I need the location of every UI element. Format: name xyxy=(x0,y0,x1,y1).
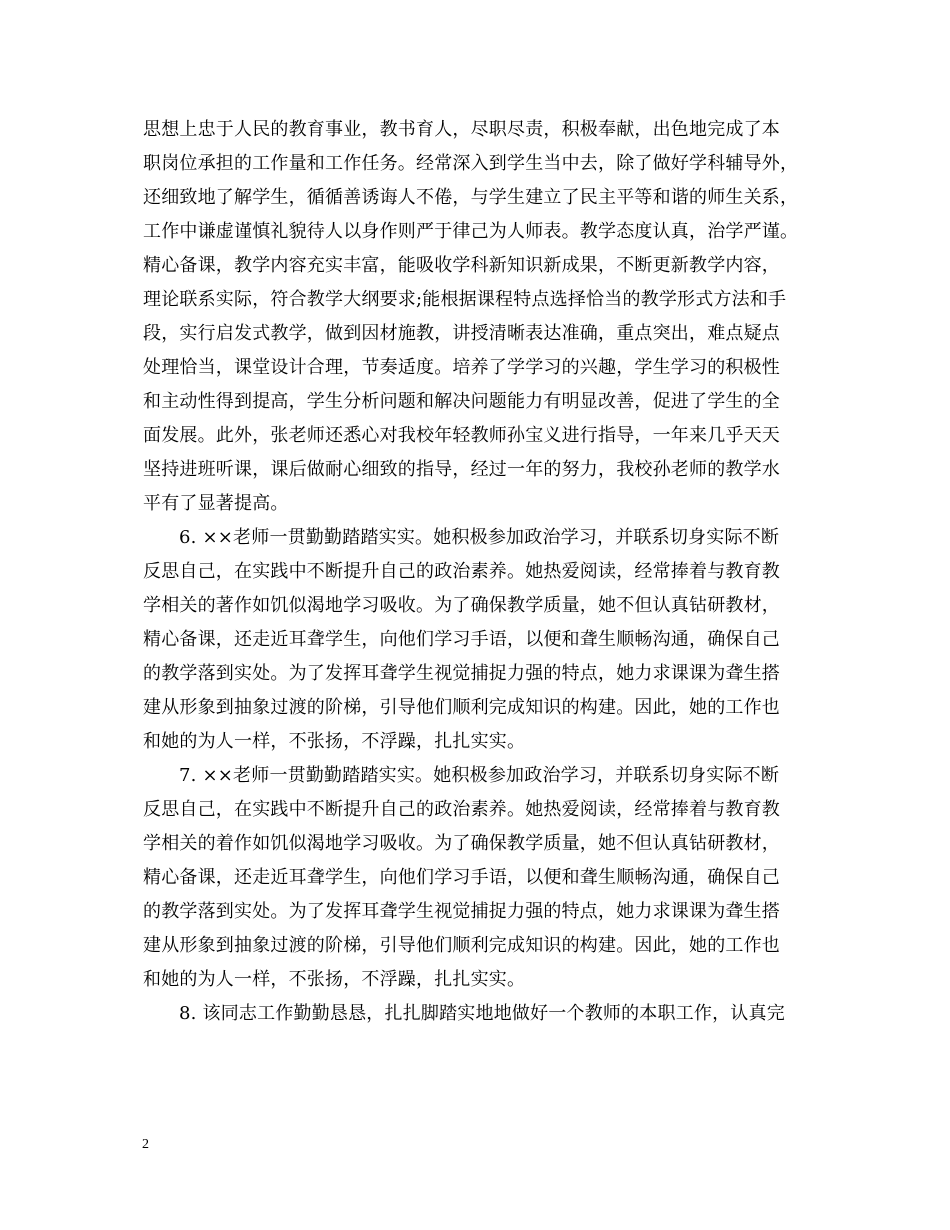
text-line: 建从形象到抽象过渡的阶梯，引导他们顺利完成知识的构建。因此，她的工作也 xyxy=(143,935,780,956)
text-line: 面发展。此外，张老师还悉心对我校年轻教师孙宝义进行指导，一年来几乎天天 xyxy=(143,425,780,446)
text-line: 处理恰当，课堂设计合理，节奏适度。培养了学学习的兴趣，学生学习的积极性 xyxy=(143,357,780,378)
text-line: 学相关的着作如饥似渴地学习吸收。为了确保教学质量，她不但认真钻研教材， xyxy=(143,833,780,854)
page-number: 2 xyxy=(142,1137,149,1152)
paragraph-7-first-line: 7. ××老师一贯勤勤踏踏实实。她积极参加政治学习，并联系切身实际不断 xyxy=(179,765,780,786)
text-line: 坚持进班听课，课后做耐心细致的指导，经过一年的努力，我校孙老师的教学水 xyxy=(143,459,780,480)
text-line: 反思自己，在实践中不断提升自己的政治素养。她热爱阅读，经常捧着与教育教 xyxy=(143,561,780,582)
text-line: 学相关的著作如饥似渴地学习吸收。为了确保教学质量，她不但认真钻研教材， xyxy=(143,595,780,616)
text-line: 精心备课，还走近耳聋学生，向他们学习手语，以便和聋生顺畅沟通，确保自己 xyxy=(143,629,780,650)
text-line: 建从形象到抽象过渡的阶梯，引导他们顺利完成知识的构建。因此，她的工作也 xyxy=(143,697,780,718)
text-line: 精心备课，教学内容充实丰富，能吸收学科新知识新成果，不断更新教学内容， xyxy=(143,255,780,276)
text-line: 反思自己，在实践中不断提升自己的政治素养。她热爱阅读，经常捧着与教育教 xyxy=(143,799,780,820)
text-line: 工作中谦虚谨慎礼貌待人以身作则严于律己为人师表。教学态度认真，治学严谨。 xyxy=(143,221,799,242)
text-line: 还细致地了解学生，循循善诱诲人不倦，与学生建立了民主平等和谐的师生关系， xyxy=(143,187,799,208)
text-line: 的教学落到实处。为了发挥耳聋学生视觉捕捉力强的特点，她力求课课为聋生搭 xyxy=(143,901,780,922)
text-line: 和主动性得到提高，学生分析问题和解决问题能力有明显改善，促进了学生的全 xyxy=(143,391,780,412)
text-line: 理论联系实际，符合教学大纲要求;能根据课程特点选择恰当的教学形式方法和手 xyxy=(143,289,787,310)
text-line: 思想上忠于人民的教育事业，教书育人，尽职尽责，积极奉献，出色地完成了本 xyxy=(143,119,780,140)
paragraph-6-first-line: 6. ××老师一贯勤勤踏踏实实。她积极参加政治学习，并联系切身实际不断 xyxy=(179,527,780,548)
text-line: 段，实行启发式教学，做到因材施教，讲授清晰表达准确，重点突出，难点疑点 xyxy=(143,323,780,344)
text-line: 和她的为人一样，不张扬，不浮躁，扎扎实实。 xyxy=(143,969,526,990)
text-line: 的教学落到实处。为了发挥耳聋学生视觉捕捉力强的特点，她力求课课为聋生搭 xyxy=(143,663,780,684)
text-line: 平有了显著提高。 xyxy=(143,493,289,514)
text-line: 精心备课，还走近耳聋学生，向他们学习手语，以便和聋生顺畅沟通，确保自己 xyxy=(143,867,780,888)
text-line: 和她的为人一样，不张扬，不浮躁，扎扎实实。 xyxy=(143,731,526,752)
text-line: 职岗位承担的工作量和工作任务。经常深入到学生当中去，除了做好学科辅导外， xyxy=(143,153,799,174)
paragraph-8-first-line: 8. 该同志工作勤勤恳恳，扎扎脚踏实地地做好一个教师的本职工作，认真完 xyxy=(179,1003,785,1024)
